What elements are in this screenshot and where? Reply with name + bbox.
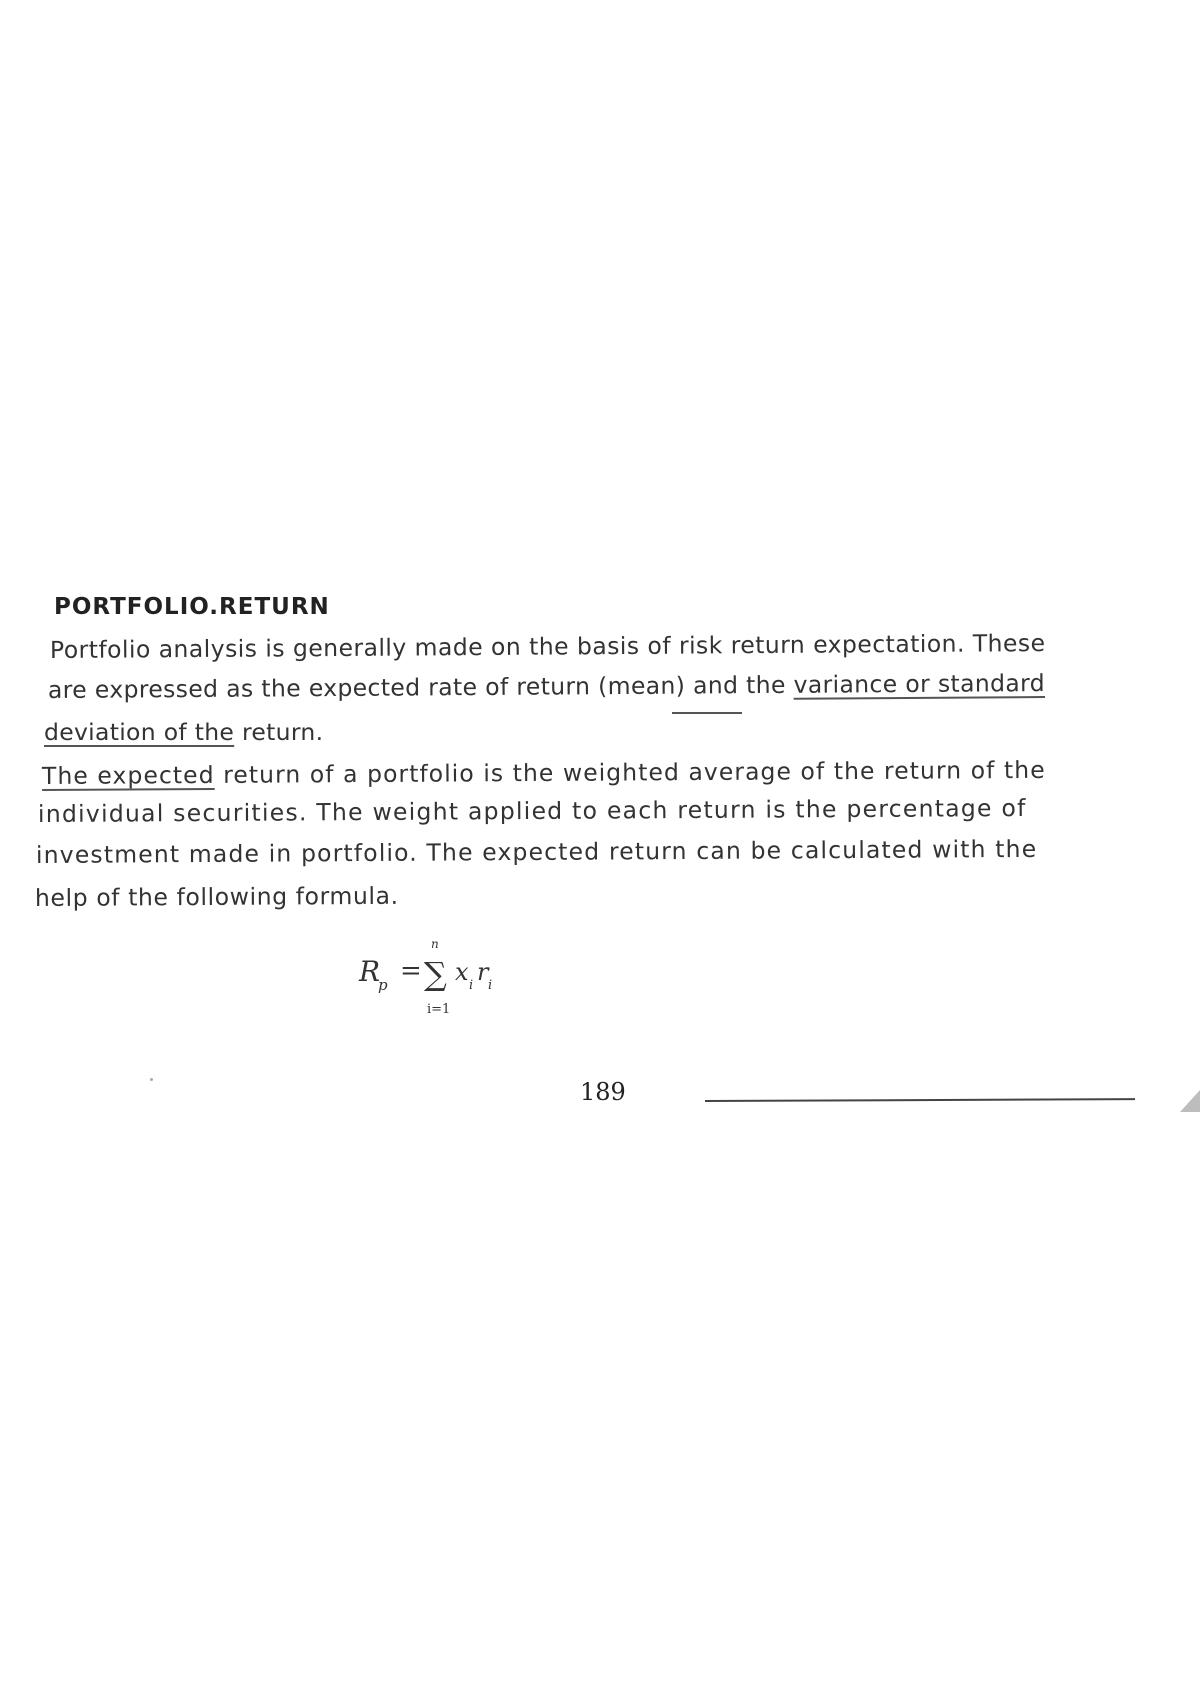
scan-corner-mark	[1180, 1090, 1200, 1112]
formula-lhs-subscript: p	[378, 976, 388, 994]
formula-subscript-i-1: i	[469, 978, 474, 993]
formula-lhs: R	[359, 955, 381, 988]
mean-term: (mean)	[598, 671, 686, 701]
section-heading: PORTFOLIO.RETURN	[54, 594, 330, 620]
variance-term-underlined: variance or standard	[793, 669, 1046, 699]
text-span: return.	[234, 718, 324, 746]
paragraph-2-line-2: individual securities. The weight applied to each return is the percentage of	[37, 793, 1027, 828]
paragraph-2-line-4: help of the following formula.	[34, 881, 399, 912]
scan-speck	[150, 1078, 153, 1081]
portfolio-return-formula	[355, 935, 535, 1015]
text-span: return of a portfolio is the weighted average of the return of the	[214, 755, 1046, 789]
paragraph-2-line-1	[42, 756, 1046, 790]
formula-lower-limit: i=1	[427, 1002, 451, 1015]
formula-subscript-i-2: i	[488, 978, 493, 993]
formula-term-r: r	[477, 958, 489, 986]
footer-rule	[705, 1098, 1135, 1102]
paragraph-1-line-1: Portfolio analysis is generally made on the basis of risk return expectation. These	[49, 629, 1046, 664]
expected-term-underlined: The expected	[41, 760, 215, 790]
paragraph-1-line-3	[44, 718, 323, 746]
deviation-term-underlined: deviation of the	[44, 718, 235, 746]
formula-equals: =	[400, 956, 422, 986]
text-span: are expressed as the expected rate of return	[47, 672, 599, 704]
page-number: 189	[580, 1078, 626, 1106]
sigma-symbol: ∑	[424, 955, 447, 993]
paragraph-1-line-2	[48, 669, 1045, 704]
text-span: and the	[685, 670, 794, 700]
hand-underline-mark	[672, 712, 742, 714]
formula-term-x: x	[455, 958, 469, 986]
formula-upper-limit: n	[431, 937, 439, 951]
paragraph-2-line-3: investment made in portfolio. The expected return can be calculated with the	[35, 834, 1038, 869]
